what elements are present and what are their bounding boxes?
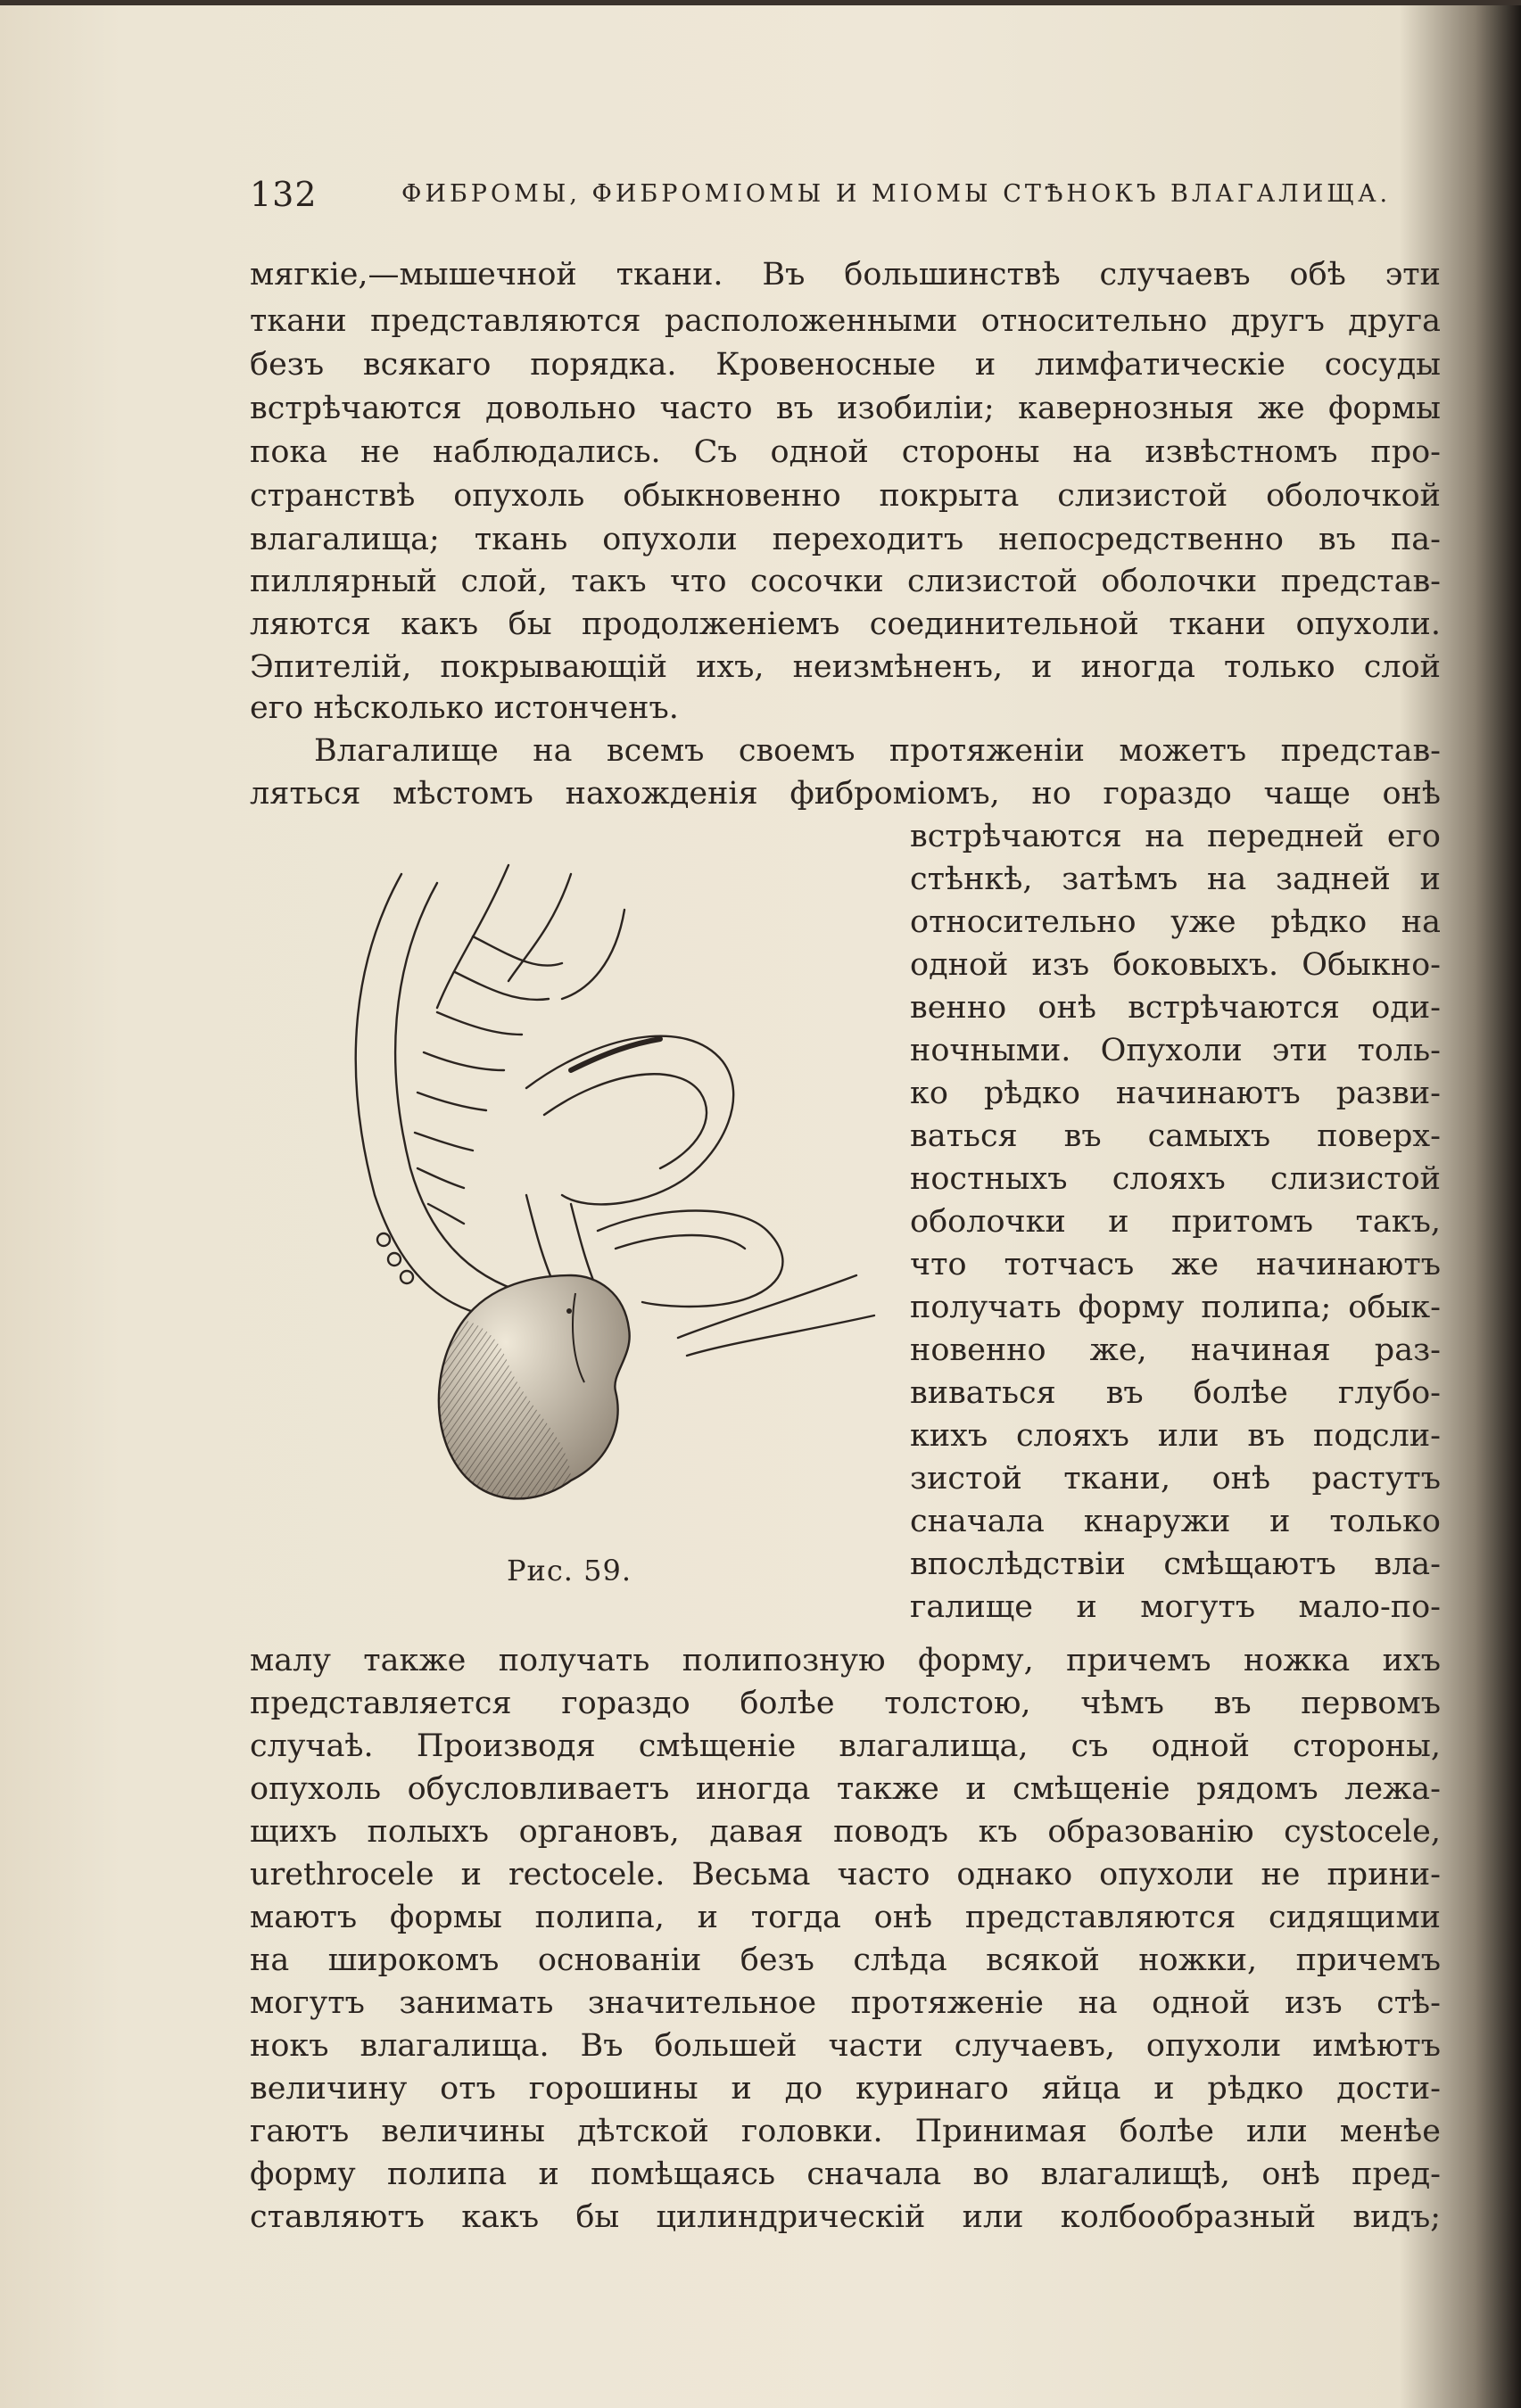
text-line: гаютъ величины дѣтской головки. Принимая болѣе или менѣе [250, 2114, 1441, 2149]
text-line: безъ всякаго порядка. Кровеносные и лимфатическіе сосуды [250, 347, 1441, 383]
text-line: пиллярный слой, такъ что сосочки слизистой оболочки представ- [250, 564, 1441, 599]
text-line: встрѣчаются довольно часто въ изобиліи; кавернозныя же формы [250, 391, 1441, 426]
text-line: влагалища; ткань опухоли переходитъ непосредственно въ па- [250, 522, 1441, 557]
text-line: впослѣдствіи смѣщаютъ вла- [910, 1546, 1441, 1582]
text-line: его нѣсколько истонченъ. [250, 690, 679, 726]
text-line: ко рѣдко начинаютъ разви- [910, 1076, 1441, 1111]
text-line: Влагалище на всемъ своемъ протяженіи можетъ представ- [314, 733, 1441, 769]
text-line: сначала кнаружи и только [910, 1504, 1441, 1539]
text-line: опухоль обусловливаетъ иногда также и смѣщеніе рядомъ лежа- [250, 1771, 1441, 1807]
text-line: получать форму полипа; обык- [910, 1290, 1441, 1325]
text-line: маютъ формы полипа, и тогда онѣ представляются сидящими [250, 1900, 1441, 1935]
text-line: могутъ занимать значительное протяженіе на одной изъ стѣ- [250, 1985, 1441, 2021]
text-line: кихъ слояхъ или въ подсли- [910, 1418, 1441, 1454]
text-line: виваться въ болѣе глубо- [910, 1375, 1441, 1411]
text-line: мягкіе,—мышечной ткани. Въ большинствѣ случаевъ обѣ эти [250, 257, 1441, 293]
text-line: случаѣ. Производя смѣщеніе влагалища, съ одной стороны, [250, 1728, 1441, 1764]
text-line: ляться мѣстомъ нахожденія фиброміомъ, но гораздо чаще онѣ [250, 776, 1441, 812]
text-line: одной изъ боковыхъ. Обыкно- [910, 947, 1441, 983]
text-line: представляется гораздо болѣе толстою, чѣмъ въ первомъ [250, 1686, 1441, 1721]
running-head [250, 175, 1436, 216]
text-line: форму полипа и помѣщаясь сначала во влагалищѣ, онѣ пред- [250, 2156, 1441, 2192]
text-line: оболочки и притомъ такъ, [910, 1204, 1441, 1240]
text-line: нокъ влагалища. Въ большей части случаевъ, опухоли имѣютъ [250, 2028, 1441, 2064]
text-line: встрѣчаются на передней его [910, 819, 1441, 854]
text-line: ночными. Опухоли эти толь- [910, 1033, 1441, 1068]
anatomical-illustration [303, 856, 892, 1543]
text-line: что тотчасъ же начинаютъ [910, 1247, 1441, 1282]
text-line: ляются какъ бы продолженіемъ соединительной ткани опухоли. [250, 606, 1441, 642]
text-line: новенно же, начиная раз- [910, 1332, 1441, 1368]
page-top-edge [0, 0, 1521, 5]
text-line: на широкомъ основаніи безъ слѣда всякой ножки, причемъ [250, 1942, 1441, 1978]
text-line: ткани представляются расположенными относительно другъ друга [250, 303, 1441, 339]
text-line: величину отъ горошины и до куринаго яйца и рѣдко дости- [250, 2071, 1441, 2107]
page-number: 132 [250, 175, 318, 214]
text-line: странствѣ опухоль обыкновенно покрыта слизистой оболочкой [250, 478, 1441, 514]
text-line: зистой ткани, онѣ растутъ [910, 1461, 1441, 1497]
figure-caption: Рис. 59. [507, 1554, 632, 1587]
text-line: галище и могутъ мало-по- [910, 1589, 1441, 1625]
text-line: пока не наблюдались. Съ одной стороны на извѣстномъ про- [250, 434, 1441, 470]
text-line: стѣнкѣ, затѣмъ на задней и [910, 862, 1441, 897]
text-line: относительно уже рѣдко на [910, 904, 1441, 940]
text-line: венно онѣ встрѣчаются оди- [910, 990, 1441, 1026]
text-line: ставляютъ какъ бы цилиндрическій или колбообразный видъ; [250, 2199, 1441, 2235]
text-line: ваться въ самыхъ поверх- [910, 1118, 1441, 1154]
text-line: ностныхъ слояхъ слизистой [910, 1161, 1441, 1197]
text-line: Эпителій, покрывающій ихъ, неизмѣненъ, и иногда только слой [250, 649, 1441, 685]
text-line: щихъ полыхъ органовъ, давая поводъ къ образованію cystocele, [250, 1814, 1441, 1850]
text-line: urethrocele и rectocele. Весьма часто однако опухоли не прини- [250, 1857, 1441, 1893]
text-line: малу также получать полипозную форму, причемъ ножка ихъ [250, 1643, 1441, 1678]
running-title: ФИБРОМЫ, ФИБРОМІОМЫ И МІОМЫ СТѢНОКЪ ВЛАГАЛИЩА. [401, 180, 1392, 208]
